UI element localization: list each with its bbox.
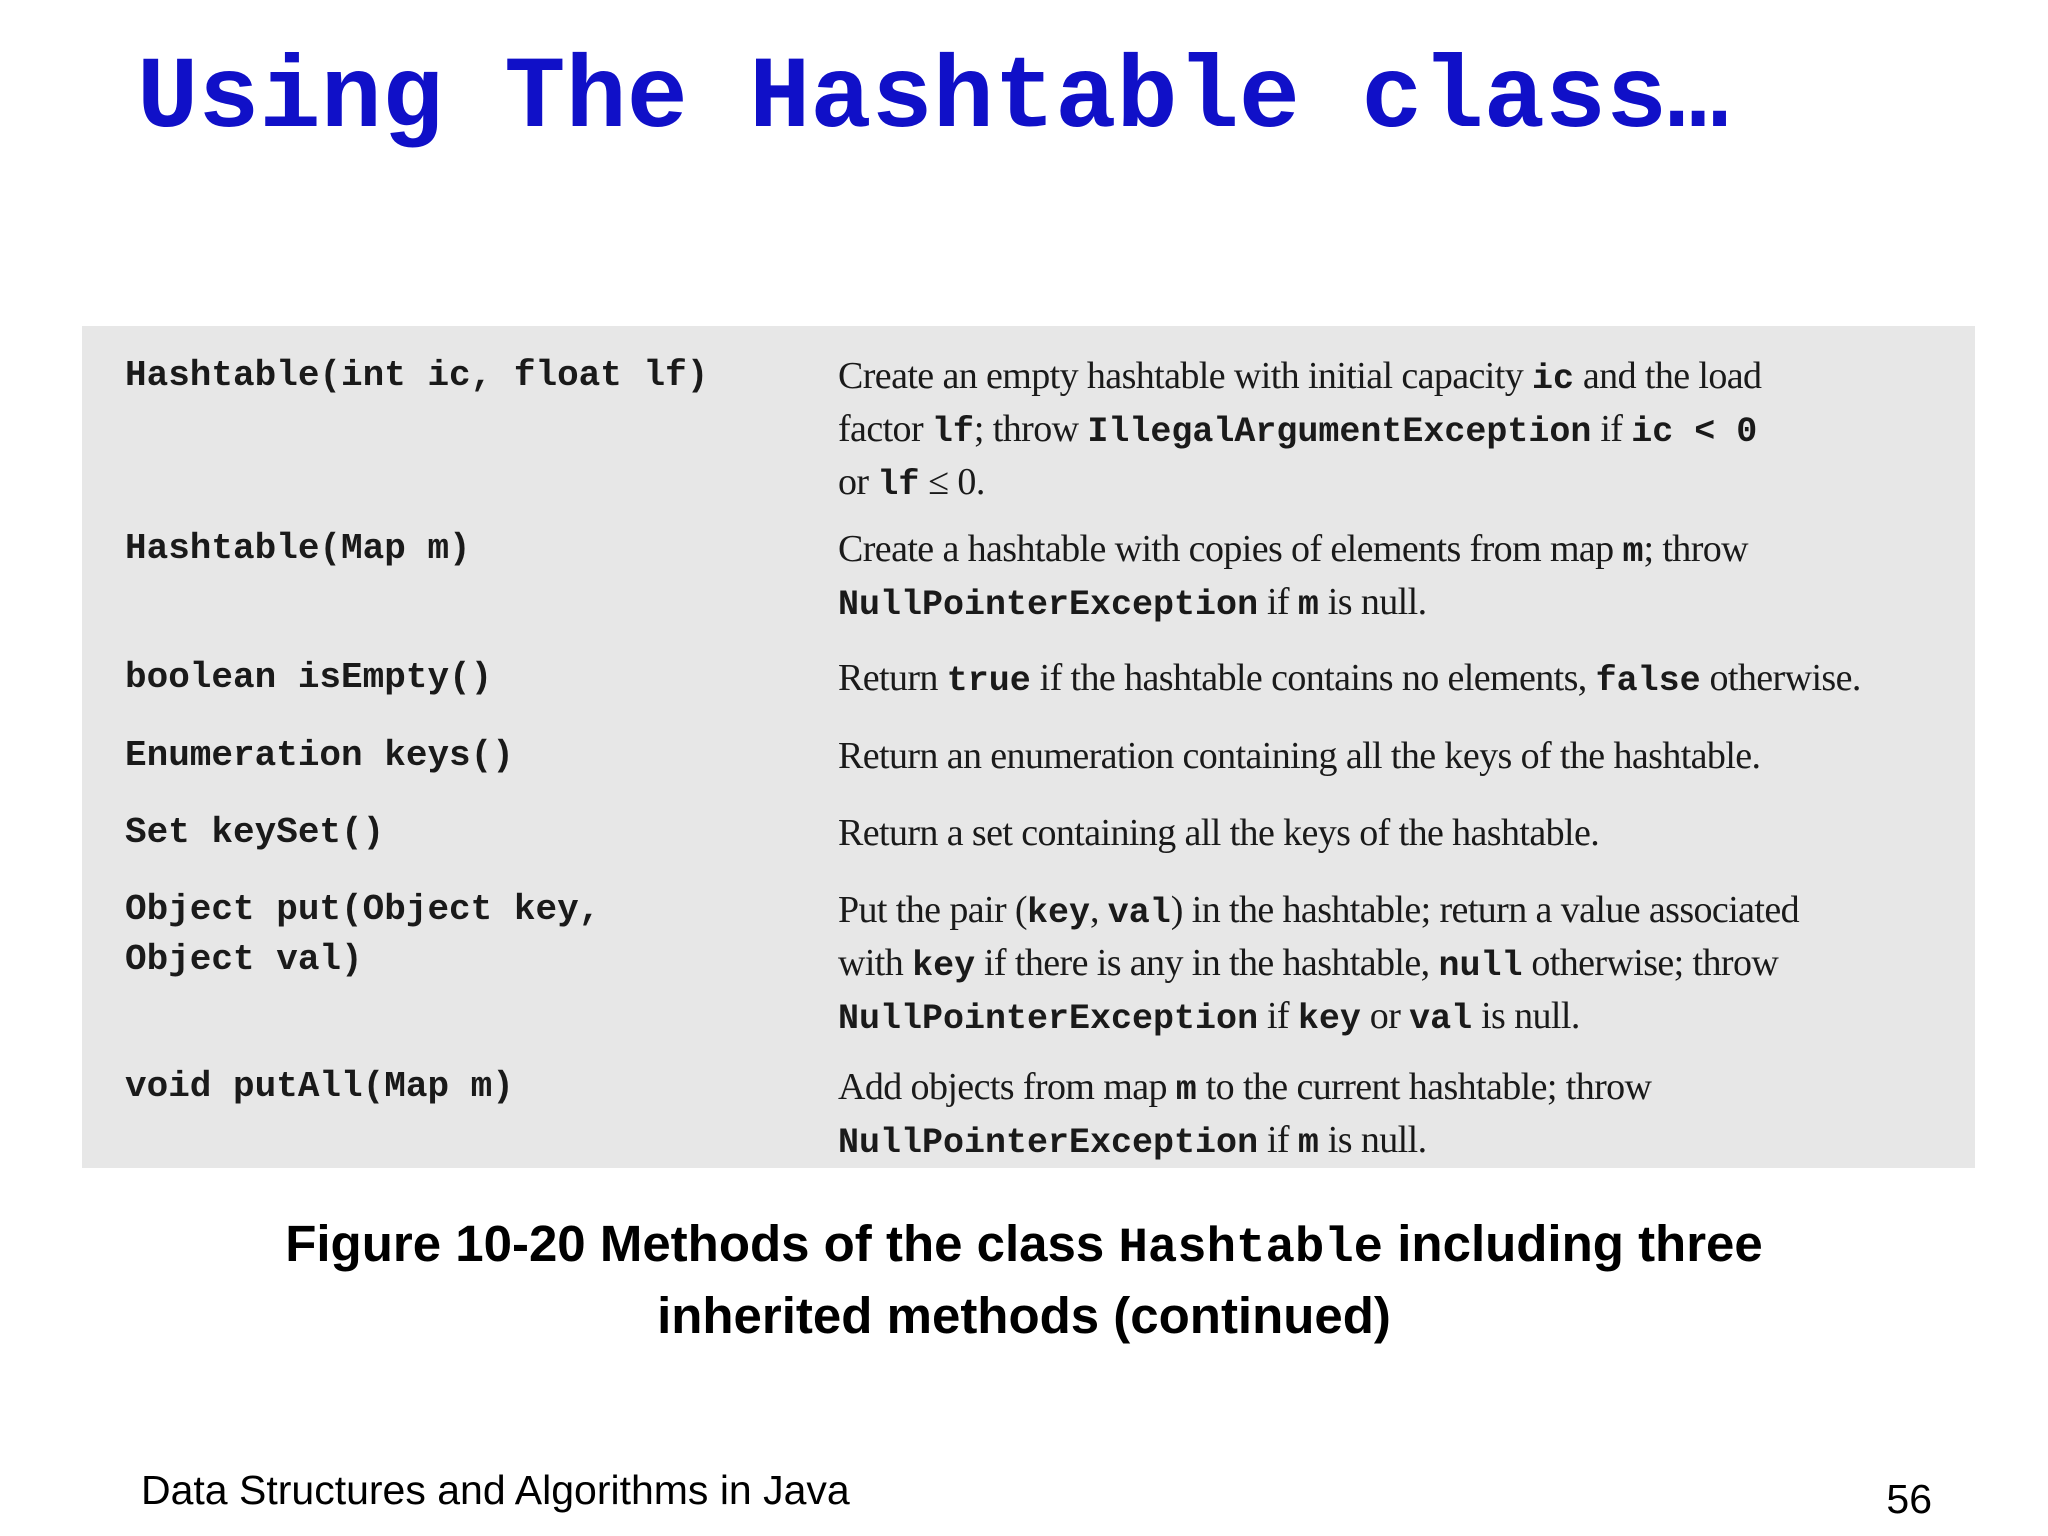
code-term: NullPointerException [838, 585, 1259, 625]
method-signature [125, 808, 805, 858]
method-description [838, 885, 1948, 1044]
method-description-line [838, 938, 1948, 991]
method-signature-line: Enumeration keys() [125, 735, 514, 776]
code-term: lf [931, 412, 974, 452]
code-term: null [1438, 946, 1523, 986]
description-text: with [838, 942, 913, 984]
method-signature [125, 1062, 805, 1112]
description-text: factor [838, 408, 932, 450]
caption-line-1 [0, 1210, 2048, 1282]
method-description-line [838, 524, 1948, 577]
method-description-line [838, 991, 1948, 1044]
code-term: m [1622, 532, 1644, 572]
description-text: or [1360, 995, 1410, 1037]
method-description [838, 808, 1948, 858]
method-description-line [838, 351, 1948, 404]
method-signature-line: Object val) [125, 939, 363, 980]
description-text: if [1258, 581, 1298, 623]
description-text: is null. [1318, 1119, 1427, 1161]
code-term: ic < 0 [1631, 412, 1758, 452]
code-term: m [1297, 585, 1319, 625]
code-term: IllegalArgumentException [1087, 412, 1592, 452]
description-text: Create an empty hashtable with initial capacity [838, 355, 1532, 397]
description-text: ; throw [1643, 528, 1748, 570]
description-text: otherwise. [1700, 657, 1861, 699]
code-term: m [1175, 1070, 1197, 1110]
code-term: key [1026, 893, 1090, 933]
method-description-line [838, 731, 1948, 781]
method-description-line [838, 404, 1948, 457]
method-signature [125, 524, 805, 574]
caption-text: Figure 10-20 Methods of the class [285, 1215, 1119, 1272]
method-signature-line: void putAll(Map m) [125, 1066, 514, 1107]
caption-text: including three [1383, 1215, 1763, 1272]
description-text: ; throw [973, 408, 1088, 450]
description-text: ≤ 0. [919, 461, 985, 503]
figure-caption [0, 1210, 2048, 1350]
method-signature-line: Hashtable(int ic, float lf) [125, 355, 709, 396]
method-signature [125, 885, 805, 985]
code-term: false [1595, 661, 1701, 701]
code-term: key [912, 946, 976, 986]
description-text: or [838, 461, 878, 503]
code-term: NullPointerException [838, 999, 1259, 1039]
slide-title: Using The Hashtable class… [137, 41, 1729, 157]
description-text: if there is any in the hashtable, [975, 942, 1439, 984]
description-text: is null. [1318, 581, 1427, 623]
code-term: val [1409, 999, 1473, 1039]
description-text: Return an enumeration containing all the keys of the hashtable. [838, 735, 1761, 777]
method-signature [125, 653, 805, 703]
method-description-line [838, 653, 1948, 706]
description-text: is null. [1472, 995, 1580, 1037]
description-text: to the current hashtable; throw [1196, 1066, 1652, 1108]
code-term: m [1297, 1123, 1319, 1163]
page-number: 56 [1886, 1476, 1932, 1522]
description-text: Add objects from map [838, 1066, 1176, 1108]
method-signature-line: Object put(Object key, [125, 889, 601, 930]
description-text: Return [838, 657, 947, 699]
method-description [838, 351, 1948, 510]
method-description [838, 524, 1948, 630]
method-description-line [838, 577, 1948, 630]
code-term: NullPointerException [838, 1123, 1259, 1163]
caption-line-2: inherited methods (continued) [657, 1287, 1391, 1344]
description-text: Put the pair ( [838, 889, 1027, 931]
method-signature-line: Hashtable(Map m) [125, 528, 471, 569]
code-term: val [1107, 893, 1171, 933]
caption-class-name: Hashtable [1118, 1220, 1384, 1276]
description-text: , [1089, 889, 1108, 931]
method-description-line [838, 1062, 1948, 1115]
code-term: ic [1532, 359, 1575, 399]
methods-table [82, 326, 1975, 1168]
method-description [838, 1062, 1948, 1168]
description-text: ) in the hashtable; return a value associated [1170, 889, 1800, 931]
method-description-line [838, 1115, 1948, 1168]
method-signature [125, 731, 805, 781]
description-text: Create a hashtable with copies of elements from map [838, 528, 1623, 570]
description-text: if [1591, 408, 1632, 450]
method-description-line [838, 885, 1948, 938]
method-signature-line: boolean isEmpty() [125, 657, 493, 698]
description-text: if the hashtable contains no elements, [1030, 657, 1596, 699]
method-description [838, 653, 1948, 706]
code-term: key [1297, 999, 1361, 1039]
code-term: true [946, 661, 1031, 701]
description-text: and the load [1574, 355, 1762, 397]
footer-course-title: Data Structures and Algorithms in Java [141, 1467, 850, 1513]
method-description-line [838, 457, 1948, 510]
method-description [838, 731, 1948, 781]
code-term: lf [877, 465, 920, 505]
description-text: if [1258, 995, 1298, 1037]
description-text: if [1258, 1119, 1298, 1161]
method-signature [125, 351, 805, 401]
description-text: otherwise; throw [1522, 942, 1779, 984]
method-description-line [838, 808, 1948, 858]
method-signature-line: Set keySet() [125, 812, 385, 853]
description-text: Return a set containing all the keys of the hashtable. [838, 812, 1600, 854]
